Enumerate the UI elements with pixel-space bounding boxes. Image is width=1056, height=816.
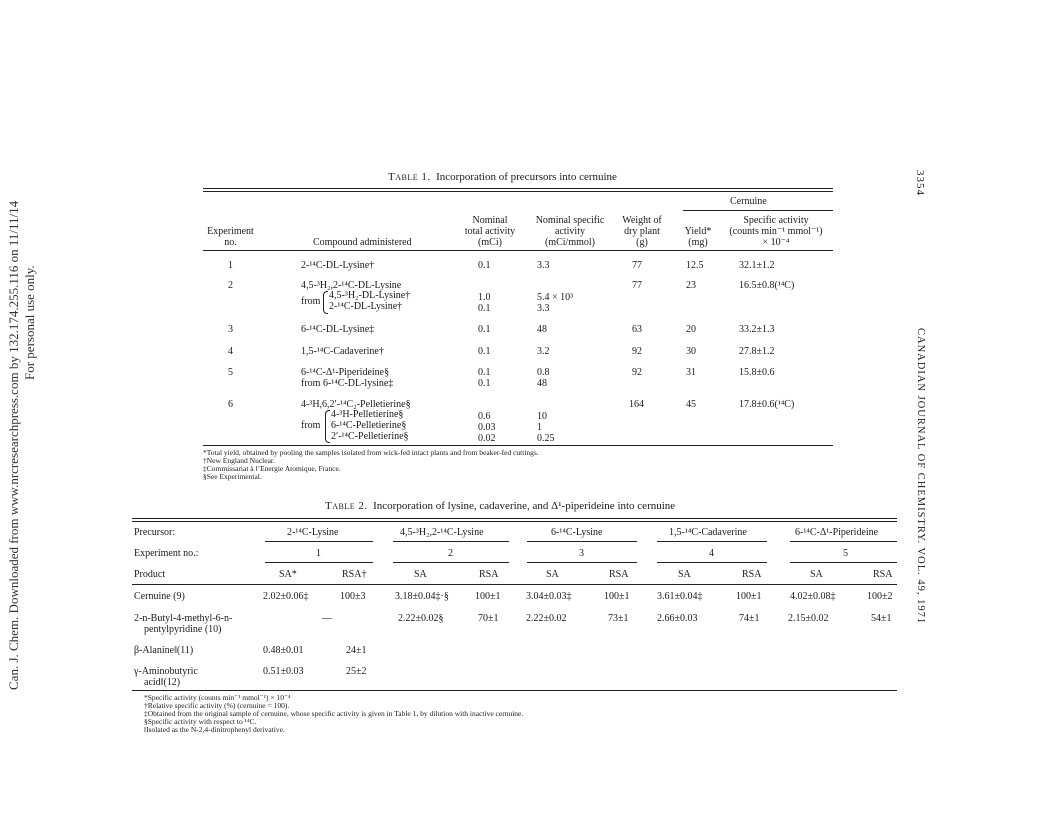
t2-precursor-2: 4,5-³H₂,2-¹⁴C-Lysine — [400, 527, 484, 538]
t2-r2-c9: 2.15±0.02 — [788, 613, 829, 624]
t1-h-nominal-total — [455, 215, 525, 248]
t1-r6-spec3: 0.25 — [537, 433, 555, 444]
t1-r4-specific: 3.2 — [537, 346, 550, 357]
t2-r1-c5: 3.04±0.03‡ — [526, 591, 572, 602]
t2-sa-2: SA — [414, 569, 427, 580]
t1-r6-sa: 17.8±0.6(¹⁴C) — [739, 399, 795, 410]
t2-rsa-3: RSA — [609, 569, 629, 580]
t1-h-w-2: dry plant — [624, 226, 660, 237]
left-margin — [0, 0, 48, 816]
t1-r5-yield: 31 — [686, 367, 696, 378]
t1-r5-total1: 0.1 — [478, 367, 491, 378]
t1-r2-total1: 1.0 — [478, 292, 491, 303]
t2-precursor-5: 6-¹⁴C-Δ¹-Piperideine — [795, 527, 879, 538]
t1-r2-spec1: 5.4 × 10³ — [537, 292, 574, 303]
t2-exp-rule-5 — [790, 562, 897, 563]
t2-sa-4: SA — [678, 569, 691, 580]
t1-r6-sub1: 4-³H-Pelletierine§ — [331, 409, 404, 420]
t2-rsa-5: RSA — [873, 569, 893, 580]
t2-fn-1: *Specific activity (counts min⁻¹ mmol⁻¹) × 10⁻⁴ — [144, 693, 291, 702]
t1-fn-3: ‡Commissariat à l’Energie Atomique, France. — [203, 464, 341, 473]
t1-r4-weight: 92 — [632, 346, 642, 357]
t2-r2-c3: 2.22±0.02§ — [398, 613, 444, 624]
t2-group-rule-2 — [393, 541, 509, 542]
t1-r1-yield: 12.5 — [686, 260, 704, 271]
table1-group-header: Cernuine — [730, 196, 767, 207]
t2-group-rule-4 — [657, 541, 767, 542]
t2-exp-rule-3 — [527, 562, 637, 563]
table2-header-rule — [132, 584, 897, 585]
t2-r1-c9: 4.02±0.08‡ — [790, 591, 836, 602]
t1-h-nt-1: Nominal — [472, 215, 508, 226]
t2-r2-c7: 2.66±0.03 — [657, 613, 698, 624]
table2-top-rule — [132, 518, 897, 519]
download-note: Can. J. Chem. Downloaded from www.nrcresearchpress.com by 132.174.255.116 on 11/11/14 — [6, 200, 21, 690]
t1-r4-total: 0.1 — [478, 346, 491, 357]
t2-fn-2: †Relative specific activity (%) (cernuine = 100). — [144, 701, 290, 710]
t1-r6-brace — [325, 410, 330, 443]
t2-precursor-4: 1,5-¹⁴C-Cadaverine — [669, 527, 747, 538]
table1-group-rule — [683, 210, 833, 211]
t2-exp-5: 5 — [843, 548, 848, 559]
t1-r5-sa: 15.8±0.6 — [739, 367, 775, 378]
t1-r6-yield: 45 — [686, 399, 696, 410]
t1-r3-specific: 48 — [537, 324, 547, 335]
t2-r3-c2: 24±1 — [346, 645, 367, 656]
table2-caption — [325, 500, 675, 512]
t1-h-ns-1: Nominal specific — [535, 215, 605, 226]
t1-h-ns-3: (mCi/mmol) — [545, 237, 595, 248]
t1-r6-no: 6 — [228, 399, 233, 410]
t1-r2-sub1: 4,5-³H₂-DL-Lysine† — [329, 290, 411, 301]
t2-fn-3: ‡Obtained from the original sample of cernuine, whose specific activity is given in Table 1, by dilution with inactive cernuine. — [144, 709, 524, 718]
t2-r2-c1: — — [322, 613, 332, 624]
t2-sa-1: SA* — [279, 569, 297, 580]
t2-rsa-4: RSA — [742, 569, 762, 580]
table1-bottom-rule — [203, 445, 833, 446]
t1-r1-total: 0.1 — [478, 260, 491, 271]
t1-r3-total: 0.1 — [478, 324, 491, 335]
t1-r1-specific: 3.3 — [537, 260, 550, 271]
t2-r1-c7: 3.61±0.04‡ — [657, 591, 703, 602]
t2-r1-c1: 2.02±0.06‡ — [263, 591, 309, 602]
t1-r1-sa: 32.1±1.2 — [739, 260, 775, 271]
t1-h-weight — [614, 215, 670, 248]
t2-precursor-3: 6-¹⁴C-Lysine — [551, 527, 603, 538]
t1-r3-yield: 20 — [686, 324, 696, 335]
t1-r3-compound: 6-¹⁴C-DL-Lysine‡ — [301, 324, 375, 335]
t2-r1-c10: 100±2 — [867, 591, 893, 602]
t1-h-ns-2: activity — [555, 226, 585, 237]
table1-header-rule — [203, 250, 833, 251]
t2-r2-c10: 54±1 — [871, 613, 892, 624]
t1-h-sa-2: (counts min⁻¹ mmol⁻¹) — [729, 226, 823, 237]
t2-fn-4: §Specific activity with respect to ¹⁴C. — [144, 717, 257, 726]
t1-h-experiment-2: no. — [224, 237, 237, 248]
t1-r6-total3: 0.02 — [478, 433, 496, 444]
t2-r1-c8: 100±1 — [736, 591, 762, 602]
t2-sa-3: SA — [546, 569, 559, 580]
t2-group-rule-1 — [265, 541, 373, 542]
t1-r3-no: 3 — [228, 324, 233, 335]
t2-r2-product: 2-n-Butyl-4-methyl-6-n- — [134, 613, 233, 624]
t1-r4-yield: 30 — [686, 346, 696, 357]
t2-r1-c4: 100±1 — [475, 591, 501, 602]
t1-h-yield — [678, 226, 718, 248]
t1-fn-2: †New England Nuclear. — [203, 456, 275, 465]
table2-caption-text: Incorporation of lysine, cadaverine, and Δ¹-piperideine into cernuine — [373, 500, 676, 512]
journal-running-head: CANADIAN JOURNAL OF CHEMISTRY. VOL. 49, 1971 — [915, 328, 926, 625]
t1-h-experiment — [203, 226, 258, 248]
t1-r4-compound: 1,5-¹⁴C-Cadaverine† — [301, 346, 384, 357]
table2-bottom-rule — [132, 690, 897, 691]
t1-r6-spec2: 1 — [537, 422, 542, 433]
t1-r2-from: from — [301, 296, 321, 307]
t2-r2-product2: pentylpyridine (10) — [144, 624, 222, 635]
t2-exp-rule-2 — [393, 562, 509, 563]
t1-r6-sub2: 6-¹⁴C-Pelletierine§ — [331, 420, 407, 431]
t1-r5-weight: 92 — [632, 367, 642, 378]
t2-exp-3: 3 — [579, 548, 584, 559]
t2-r2-c4: 70±1 — [478, 613, 499, 624]
table2-caption-label: Table 2. — [325, 500, 368, 512]
t1-r5-spec1: 0.8 — [537, 367, 550, 378]
t1-r4-sa: 27.8±1.2 — [739, 346, 775, 357]
t1-h-nt-2: total activity — [464, 226, 516, 237]
t1-r1-compound: 2-¹⁴C-DL-Lysine† — [301, 260, 375, 271]
t2-precursor-1: 2-¹⁴C-Lysine — [287, 527, 339, 538]
t1-r2-compound: 4,5-³H₂,2-¹⁴C-DL-Lysine — [301, 280, 402, 291]
t2-exp-rule-4 — [657, 562, 767, 563]
t2-product-label: Product — [134, 569, 166, 580]
t2-exp-rule-1 — [265, 562, 373, 563]
t1-r2-spec2: 3.3 — [537, 303, 550, 314]
personal-use-note: For personal use only. — [22, 265, 37, 380]
t1-r5-spec2: 48 — [537, 378, 547, 389]
t1-r2-total2: 0.1 — [478, 303, 491, 314]
t1-h-sa-1: Specific activity — [743, 215, 809, 226]
t2-group-rule-3 — [527, 541, 637, 542]
t2-fn-5: ‖Isolated as the N-2,4-dinitrophenyl derivative. — [144, 725, 285, 734]
t2-r2-c5: 2.22±0.02 — [526, 613, 567, 624]
t1-r2-sa: 16.5±0.8(¹⁴C) — [739, 280, 795, 291]
t1-h-nt-3: (mCi) — [478, 237, 502, 248]
t1-r6-spec1: 10 — [537, 411, 547, 422]
t2-experiment-label: Experiment no.: — [134, 548, 199, 559]
t2-r1-c3: 3.18±0.04‡·§ — [395, 591, 449, 602]
t1-h-w-1: Weight of — [622, 215, 662, 226]
t1-h-sa-3: × 10⁻⁴ — [762, 237, 790, 248]
t1-r6-total1: 0.6 — [478, 411, 491, 422]
t1-r3-weight: 63 — [632, 324, 642, 335]
t1-h-compound: Compound administered — [313, 237, 412, 248]
t2-rsa-1: RSA† — [342, 569, 367, 580]
t2-r1-product: Cernuine (9) — [134, 591, 185, 602]
t1-fn-1: *Total yield, obtained by pooling the samples isolated from wick-fed intact plants and from beaker-fed cuttings. — [203, 448, 539, 457]
t1-r2-sub2: 2-¹⁴C-DL-Lysine† — [329, 301, 403, 312]
t2-exp-1: 1 — [316, 548, 321, 559]
t1-fn-4: §See Experimental. — [203, 472, 262, 481]
t1-r6-compound: 4-³H,6,2′-¹⁴C₂-Pelletierine§ — [301, 399, 411, 410]
t2-r4-product: γ-Aminobutyric — [134, 666, 198, 677]
t1-r3-sa: 33.2±1.3 — [739, 324, 775, 335]
t1-r5-no: 5 — [228, 367, 233, 378]
t2-exp-4: 4 — [709, 548, 714, 559]
t1-r6-sub3: 2′-¹⁴C-Pelletierine§ — [331, 431, 409, 442]
t2-group-rule-5 — [790, 541, 897, 542]
t2-r3-c1: 0.48±0.01 — [263, 645, 304, 656]
t1-h-y-2: (mg) — [688, 237, 708, 248]
t1-r5-compound: 6-¹⁴C-Δ¹-Piperideine§ — [301, 367, 390, 378]
page-number: 3354 — [914, 170, 926, 196]
t2-r1-c6: 100±1 — [604, 591, 630, 602]
t2-exp-2: 2 — [448, 548, 453, 559]
t1-r2-no: 2 — [228, 280, 233, 291]
t1-h-y-1: Yield* — [684, 226, 712, 237]
t1-h-w-3: (g) — [636, 237, 648, 248]
table1-caption — [388, 171, 617, 183]
t2-sa-5: SA — [810, 569, 823, 580]
t2-r2-c6: 73±1 — [608, 613, 629, 624]
t1-r6-weight: 164 — [629, 399, 644, 410]
t2-r4-c1: 0.51±0.03 — [263, 666, 304, 677]
table1-top-rule — [203, 188, 833, 189]
t2-r3-product: β-Alanine‖(11) — [134, 645, 194, 656]
t2-precursor-label: Precursor: — [134, 527, 176, 538]
table1-caption-label: Table 1. — [388, 171, 431, 183]
t2-r2-c8: 74±1 — [739, 613, 760, 624]
t1-r2-yield: 23 — [686, 280, 696, 291]
table2-top-rule-2 — [132, 521, 897, 522]
t1-r5-compound2: from 6-¹⁴C-DL-lysine‡ — [301, 378, 394, 389]
table1-caption-text: Incorporation of precursors into cernuine — [436, 171, 617, 183]
t2-r4-c2: 25±2 — [346, 666, 367, 677]
t1-h-specific — [716, 215, 836, 248]
t1-r1-weight: 77 — [632, 260, 642, 271]
t1-h-nominal-specific — [522, 215, 618, 248]
t1-r1-no: 1 — [228, 260, 233, 271]
t1-r2-weight: 77 — [632, 280, 642, 291]
t1-r6-from: from — [301, 420, 321, 431]
t1-r5-total2: 0.1 — [478, 378, 491, 389]
t1-h-experiment-1: Experiment — [207, 226, 254, 237]
t2-r1-c2: 100±3 — [340, 591, 366, 602]
t1-r2-brace — [323, 291, 328, 314]
t2-r4-product2: acid‖(12) — [144, 677, 181, 688]
t2-rsa-2: RSA — [479, 569, 499, 580]
table1-top-rule-2 — [203, 191, 833, 192]
t1-r6-total2: 0.03 — [478, 422, 496, 433]
t1-r4-no: 4 — [228, 346, 233, 357]
